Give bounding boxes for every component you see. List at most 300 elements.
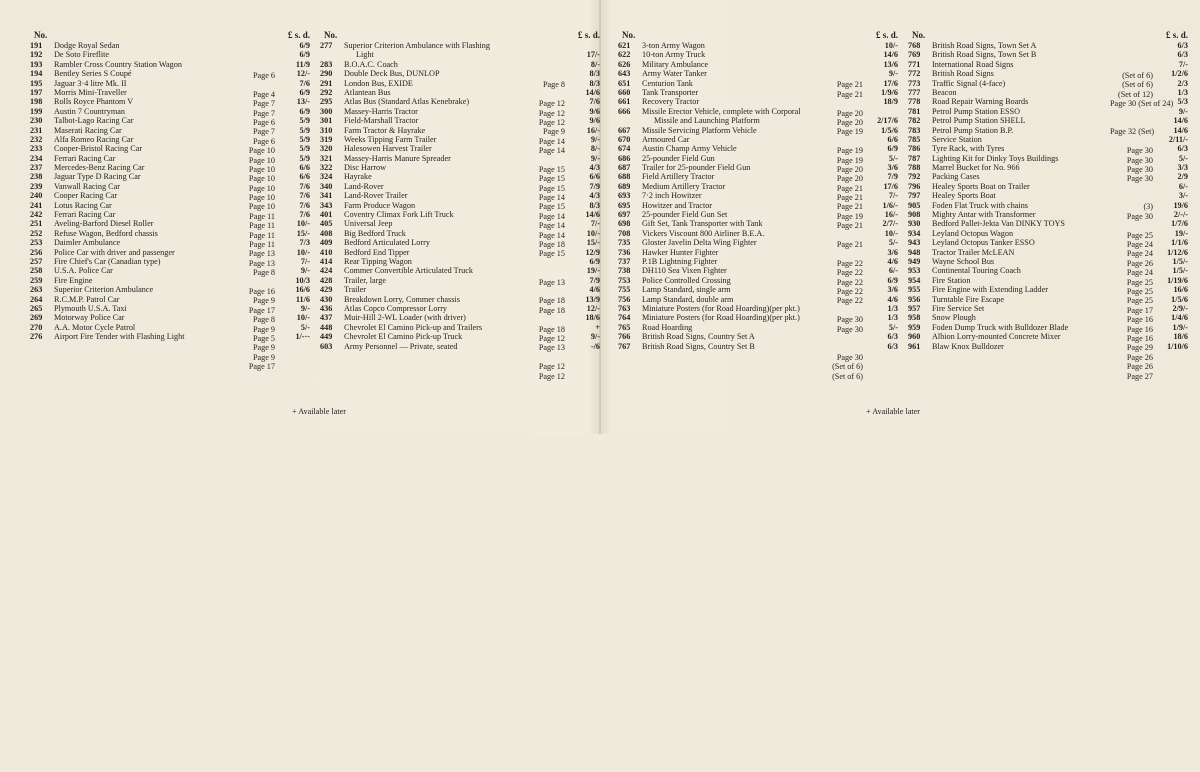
item-price: 6/9 (299, 50, 310, 60)
page-reference: (Set of 6) (832, 362, 863, 372)
availability-note: + Available later (866, 407, 921, 416)
item-description: Continental Touring Coach (932, 266, 1021, 276)
item-description: R.C.M.P. Patrol Car (54, 294, 120, 304)
item-price: 1/1/6 (1171, 238, 1188, 248)
item-price: 18/6 (585, 313, 600, 323)
item-description: Coventry Climax Fork Lift Truck (344, 210, 454, 220)
item-description: Massey-Harris Manure Spreader (344, 153, 451, 163)
item-description: Fire Station (932, 275, 971, 285)
page-reference: Page 8 (542, 80, 565, 90)
page-reference: Page 9 (252, 296, 275, 306)
column-header (320, 30, 600, 41)
catalogue-row (618, 304, 898, 313)
page-reference: Page 12 (538, 117, 565, 127)
item-price: 6/3 (1177, 144, 1188, 154)
page-reference: Page 5 (252, 333, 275, 343)
item-price: 6/3 (1177, 50, 1188, 60)
left-page (30, 30, 610, 430)
item-number: 788 (908, 163, 921, 173)
item-number: 230 (30, 116, 43, 126)
item-price: 15/- (586, 238, 600, 248)
catalogue-row (320, 60, 600, 69)
item-price: 10/- (586, 228, 600, 238)
item-description: Leyland Octopus Tanker ESSO (932, 238, 1035, 248)
item-description: Disc Harrow (344, 163, 387, 173)
item-number: 240 (30, 191, 43, 201)
item-description: Centurion Tank (642, 78, 693, 88)
item-description: Lamp Standard, single arm (642, 285, 731, 295)
item-price: 7/6 (299, 78, 310, 88)
item-number: 424 (320, 266, 333, 276)
page-reference: Page 30 (1126, 155, 1153, 165)
item-price: 9/- (888, 69, 898, 79)
page-reference: Page 12 (538, 99, 565, 109)
page-reference: Page 20 (836, 164, 863, 174)
item-description: Aveling-Barford Diesel Roller (54, 219, 154, 229)
catalogue-row (320, 41, 600, 50)
page-reference: Page 21 (836, 221, 863, 231)
page-reference: Page 24 (1126, 240, 1153, 250)
item-price: 6/9 (299, 41, 310, 50)
item-description: Ferrari Racing Car (54, 210, 116, 220)
price-column-3 (618, 30, 898, 381)
item-price: 7/- (1178, 59, 1188, 69)
item-number: 773 (908, 78, 921, 88)
item-description: Foden Dump Truck with Bulldozer Blade (932, 322, 1069, 332)
item-description: Snow Plough (932, 313, 976, 323)
page-reference: Page 30 (836, 324, 863, 334)
row-list (320, 41, 600, 381)
item-description: Atlantean Bus (344, 87, 391, 97)
item-number: 310 (320, 125, 333, 135)
page-reference: Page 11 (249, 211, 275, 221)
item-number: 782 (908, 116, 921, 126)
item-number: 708 (618, 228, 631, 238)
catalogue-row (320, 323, 600, 332)
item-price: 9/- (1178, 106, 1188, 116)
item-number: 291 (320, 78, 333, 88)
item-price: 1/3 (1177, 87, 1188, 97)
catalogue-row (30, 248, 310, 257)
item-price: 4/6 (887, 256, 898, 266)
item-description: Maserati Racing Car (54, 125, 122, 135)
item-description: Missile Erector Vehicle, complete with Corporal (642, 106, 801, 116)
item-number: 674 (618, 144, 631, 154)
item-price: 17/6 (883, 181, 898, 191)
page-reference: Page 10 (248, 202, 275, 212)
item-description: Fire Chief's Car (Canadian type) (54, 256, 161, 266)
page-reference: Page 21 (836, 193, 863, 203)
item-price: 6/9 (887, 275, 898, 285)
item-price: 10/3 (295, 275, 310, 285)
price-column-4 (908, 30, 1188, 381)
item-description: Bedford Articulated Lorry (344, 238, 430, 248)
item-description: Turntable Fire Escape (932, 294, 1005, 304)
item-description: Gift Set, Tank Transporter with Tank (642, 219, 763, 229)
item-description: Miniature Posters (for Road Hoarding)(per pkt.) (642, 313, 800, 323)
item-price: 19/6 (1173, 200, 1188, 210)
item-number: 957 (908, 303, 921, 313)
item-number: 688 (618, 172, 631, 182)
page-reference: Page 22 (836, 277, 863, 287)
page-reference: Page 21 (836, 183, 863, 193)
item-number: 251 (30, 219, 43, 229)
item-number: 695 (618, 200, 631, 210)
item-price: 7/- (300, 256, 310, 266)
item-description: Austin Champ Army Vehicle (642, 144, 737, 154)
item-price: 13/6 (883, 59, 898, 69)
item-description: Miniature Posters (for Road Hoarding)(per pkt.) (642, 303, 800, 313)
item-description: Motorway Police Car (54, 313, 125, 323)
item-description: Bedford End Tipper (344, 247, 410, 257)
item-number: 238 (30, 172, 43, 182)
item-price: 10/- (296, 219, 310, 229)
item-number: 764 (618, 313, 631, 323)
item-number: 429 (320, 285, 333, 295)
item-price: 11/9 (295, 59, 310, 69)
catalogue-row (320, 341, 600, 381)
page-reference: Page 6 (252, 136, 275, 146)
catalogue-row (908, 107, 1188, 116)
item-price: 7/9 (589, 275, 600, 285)
item-description: Ferrari Racing Car (54, 153, 116, 163)
page-reference: Page 9 (252, 324, 275, 334)
page-reference: Page 15 (538, 174, 565, 184)
item-description: Recovery Tractor (642, 97, 700, 107)
item-number: 768 (908, 41, 921, 50)
item-price: 12/- (586, 303, 600, 313)
page-reference: Page 30 (Set of 24) (1110, 99, 1174, 109)
item-description: London Bus, EXIDE (344, 78, 413, 88)
page-reference: Page 11 (249, 221, 275, 231)
item-price: 7/6 (299, 210, 310, 220)
item-number: 283 (320, 59, 333, 69)
item-description: Tyre Rack, with Tyres (932, 144, 1005, 154)
page-reference: Page 8 (252, 268, 275, 278)
page-reference: Page 29 (1126, 343, 1153, 353)
item-number: 237 (30, 163, 43, 173)
item-price: 6/6 (589, 172, 600, 182)
item-description: Army Water Tanker (642, 69, 707, 79)
item-number: 771 (908, 59, 921, 69)
item-number: 792 (908, 172, 921, 182)
item-number: 253 (30, 238, 43, 248)
item-number: 643 (618, 69, 631, 79)
item-price: 4/3 (589, 163, 600, 173)
item-price: 1/5/- (1172, 266, 1188, 276)
item-price: 7/- (590, 219, 600, 229)
item-number: 195 (30, 78, 43, 88)
item-price: 13/9 (585, 294, 600, 304)
item-price: 6/3 (1177, 41, 1188, 50)
page-reference: Page 21 (836, 80, 863, 90)
item-price: 8/- (590, 59, 600, 69)
item-description: Albion Lorry-mounted Concrete Mixer (932, 332, 1061, 342)
page-reference: Page 21 (836, 202, 863, 212)
page-reference: Page 13 (248, 258, 275, 268)
page-reference: Page 25 (1126, 296, 1153, 306)
item-description: Rear Tipping Wagon (344, 256, 412, 266)
item-number: 960 (908, 332, 921, 342)
catalogue-row (618, 41, 898, 50)
item-price: 6/3 (887, 332, 898, 342)
item-description: Missile Servicing Platform Vehicle (642, 125, 757, 135)
page-reference: Page 7 (252, 127, 275, 137)
item-description: Field Artillery Tractor (642, 172, 715, 182)
item-number: 787 (908, 153, 921, 163)
item-number: 738 (618, 266, 631, 276)
item-description: A.A. Motor Cycle Patrol (54, 322, 136, 332)
item-price: 8/- (590, 144, 600, 154)
page-reference: Page 17 (248, 362, 275, 372)
item-description: Land-Rover (344, 181, 384, 191)
item-description: Superior Criterion Ambulance with Flashing (344, 41, 490, 50)
item-price: 9/- (590, 332, 600, 342)
item-price: 6/9 (589, 256, 600, 266)
item-price: 5/- (1178, 153, 1188, 163)
item-description: De Soto Fireflite (54, 50, 110, 60)
item-price: 14/6 (585, 87, 600, 97)
page-reference: Page 18 (538, 240, 565, 250)
page-reference: Page 14 (538, 221, 565, 231)
item-description: Fire Service Set (932, 303, 985, 313)
page-reference: Page 30 (1126, 211, 1153, 221)
item-price: 4/6 (589, 285, 600, 295)
item-price: 1/6/- (882, 200, 898, 210)
item-description: Rambler Cross Country Station Wagon (54, 59, 182, 69)
item-description: British Road Signs, Town Set B (932, 50, 1037, 60)
item-description: Hayrake (344, 172, 372, 182)
row-list (618, 41, 898, 381)
item-description: British Road Signs, Country Set B (642, 341, 755, 351)
item-price: + (595, 322, 600, 332)
item-description: Alfa Romeo Racing Car (54, 134, 134, 144)
price-heading: £ s. d. (1165, 30, 1188, 40)
item-number: 410 (320, 247, 333, 257)
item-description: Farm Produce Wagon (344, 200, 416, 210)
page-reference: Page 30 (836, 352, 863, 362)
item-number: 622 (618, 50, 631, 60)
page-reference: Page 12 (538, 371, 565, 381)
item-price: 11/6 (295, 294, 310, 304)
page-reference: Page 30 (1126, 164, 1153, 174)
item-price: 15/- (296, 228, 310, 238)
item-description: Healey Sports Boat (932, 191, 996, 201)
item-number: 319 (320, 134, 333, 144)
page-reference: Page 20 (836, 174, 863, 184)
item-description: Blaw Knox Bulldozer (932, 341, 1004, 351)
item-price: 7/9 (589, 181, 600, 191)
page-reference: Page 19 (836, 127, 863, 137)
item-number: 953 (908, 266, 921, 276)
page-reference: Page 21 (836, 89, 863, 99)
item-price: 7/6 (589, 97, 600, 107)
item-price: 17/- (586, 50, 600, 60)
item-number: 234 (30, 153, 43, 163)
item-number: 756 (618, 294, 631, 304)
item-number: 765 (618, 322, 631, 332)
no-heading: No. (912, 30, 926, 40)
item-description: Chevrolet El Camino Pick-up Truck (344, 332, 463, 342)
item-price: 16/- (586, 125, 600, 135)
page-reference: Page 25 (1126, 230, 1153, 240)
page-reference: Page 24 (1126, 249, 1153, 259)
item-price: 3/6 (887, 285, 898, 295)
item-description: Airport Fire Tender with Flashing Light (54, 332, 185, 342)
item-description: Medium Artillery Tractor (642, 181, 726, 191)
item-price: 6/9 (887, 144, 898, 154)
item-number: 241 (30, 200, 43, 210)
item-description: Bentley Series S Coupé (54, 69, 132, 79)
item-number: 408 (320, 228, 333, 238)
item-description: Foden Flat Truck with chains (932, 200, 1028, 210)
page-reference: Page 9 (542, 127, 565, 137)
page-reference: Page 27 (1126, 371, 1153, 381)
price-heading: £ s. d. (577, 30, 600, 40)
page-reference: Page 15 (538, 164, 565, 174)
page-reference: Page 13 (248, 249, 275, 259)
item-number: 755 (618, 285, 631, 295)
column-header (618, 30, 898, 41)
item-number: 448 (320, 322, 333, 332)
item-number: 197 (30, 87, 43, 97)
catalogue-row (618, 276, 898, 285)
item-number: 231 (30, 125, 43, 135)
row-list (908, 41, 1188, 381)
catalogue-row (30, 50, 310, 59)
item-number: 766 (618, 332, 631, 342)
page-reference: Page 25 (1126, 286, 1153, 296)
page-reference: Page 20 (836, 108, 863, 118)
page-reference: Page 30 (1126, 146, 1153, 156)
page-reference: Page 32 (Set) (1110, 127, 1155, 137)
item-number: 239 (30, 181, 43, 191)
item-price: 19/- (1174, 228, 1188, 238)
item-description: U.S.A. Police Car (54, 266, 113, 276)
item-price: 9/6 (589, 116, 600, 126)
page-reference: Page 13 (538, 343, 565, 353)
item-description: Daimler Ambulance (54, 238, 121, 248)
item-description: British Road Signs, Town Set A (932, 41, 1037, 50)
item-number: 769 (908, 50, 921, 60)
item-description: Commer Convertible Articulated Truck (344, 266, 473, 276)
page-reference: Page 16 (248, 286, 275, 296)
page-reference: Page 16 (1126, 315, 1153, 325)
item-description: Breakdown Lorry, Commer chassis (344, 294, 460, 304)
price-heading: £ s. d. (287, 30, 310, 40)
item-price: 9/- (590, 153, 600, 163)
item-description: 25-pounder Field Gun Set (642, 210, 728, 220)
item-price: 7/6 (299, 200, 310, 210)
item-number: 763 (618, 303, 631, 313)
item-number: 661 (618, 97, 631, 107)
item-number: 934 (908, 228, 921, 238)
page-reference: Page 19 (836, 211, 863, 221)
item-description: Halesowen Harvest Trailer (344, 144, 432, 154)
item-description: Mercedes-Benz Racing Car (54, 163, 145, 173)
item-number: 194 (30, 69, 43, 79)
item-number: 405 (320, 219, 333, 229)
item-number: 322 (320, 163, 333, 173)
page-reference: Page 22 (836, 296, 863, 306)
item-description: Lotus Racing Car (54, 200, 112, 210)
page-reference: (Set of 6) (1122, 80, 1153, 90)
page-reference: Page 18 (538, 324, 565, 334)
item-price: 1/5/6 (881, 125, 898, 135)
item-number: 198 (30, 97, 43, 107)
item-description: Marrel Bucket for No. 966 (932, 163, 1020, 173)
item-price: -/6 (590, 341, 600, 351)
item-description: Service Station (932, 134, 982, 144)
item-number: 621 (618, 41, 631, 50)
page-reference: Page 21 (836, 240, 863, 250)
item-description: Austin 7 Countryman (54, 106, 125, 116)
price-column-1 (30, 30, 310, 372)
item-number: 269 (30, 313, 43, 323)
page-reference: Page 4 (252, 89, 275, 99)
item-price: 13/- (296, 97, 310, 107)
item-number: 697 (618, 210, 631, 220)
page-reference: Page 25 (1126, 277, 1153, 287)
page-reference: Page 18 (538, 305, 565, 315)
item-description: Light (356, 50, 374, 60)
item-description: Trailer, large (344, 275, 386, 285)
page-reference: Page 12 (538, 333, 565, 343)
item-price: 2/9 (1177, 172, 1188, 182)
item-number: 324 (320, 172, 333, 182)
item-description: Dodge Royal Sedan (54, 41, 120, 50)
item-price: 5/- (300, 322, 310, 332)
item-price: 6/6 (887, 134, 898, 144)
column-header (30, 30, 310, 41)
item-number: 449 (320, 332, 333, 342)
page-reference: Page 30 (1126, 174, 1153, 184)
item-number: 603 (320, 341, 333, 351)
item-number: 265 (30, 303, 43, 313)
item-description: Refuse Wagon, Bedford chassis (54, 228, 158, 238)
item-number: 256 (30, 247, 43, 257)
item-price: 7/9 (887, 172, 898, 182)
item-price: 4/3 (589, 191, 600, 201)
item-description: Atlas Bus (Standard Atlas Kenebrake) (344, 97, 470, 107)
item-number: 626 (618, 59, 631, 69)
item-description: British Road Signs, Country Set A (642, 332, 755, 342)
item-price: 10/- (296, 313, 310, 323)
item-price: 10/- (296, 247, 310, 257)
item-description: Petrol Pump Station B.P. (932, 125, 1014, 135)
item-number: 689 (618, 181, 631, 191)
item-number: 783 (908, 125, 921, 135)
item-description: Rolls Royce Phantom V (54, 97, 134, 107)
item-price: 6/- (888, 266, 898, 276)
availability-note: + Available later (292, 407, 347, 416)
item-number: 954 (908, 275, 921, 285)
page-reference: Page 14 (538, 211, 565, 221)
item-price: 1/-·- (295, 332, 310, 342)
item-price: 5/- (888, 238, 898, 248)
page-reference: Page 30 (836, 315, 863, 325)
item-description: Farm Tractor & Hayrake (344, 125, 426, 135)
item-description: Chevrolet El Camino Pick-up and Trailers (344, 322, 483, 332)
item-description: International Road Signs (932, 59, 1014, 69)
item-price: 8/3 (589, 78, 600, 88)
item-number: 736 (618, 247, 631, 257)
catalogue-row (618, 313, 898, 322)
item-price: 7/3 (299, 238, 310, 248)
no-heading: No. (324, 30, 338, 40)
item-price: 7/6 (299, 191, 310, 201)
item-number: 797 (908, 191, 921, 201)
